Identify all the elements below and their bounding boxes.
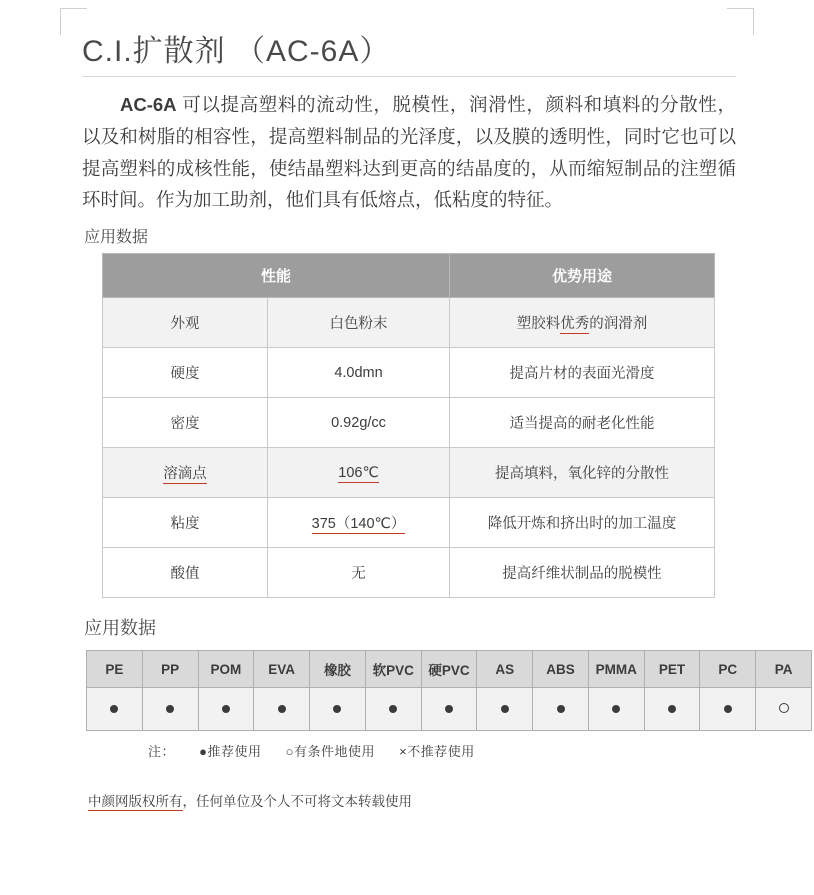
row-use: 提高片材的表面光滑度	[450, 348, 715, 398]
row-use: 降低开炼和挤出时的加工温度	[450, 498, 715, 548]
table-row	[103, 548, 715, 598]
row-name: 外观	[103, 298, 268, 348]
app-col-pmma: PMMA	[588, 651, 644, 688]
row-use-underlined: 优秀	[560, 316, 590, 333]
table-row	[103, 298, 715, 348]
row-name	[103, 448, 268, 498]
app-mark-pc	[700, 688, 756, 731]
row-value	[268, 498, 450, 548]
app-col-as: AS	[477, 651, 533, 688]
page-title: C.I.扩散剂 （AC-6A）	[82, 35, 391, 68]
section-label-properties: 应用数据	[84, 229, 149, 247]
title-divider	[82, 76, 736, 77]
recommended-dot-icon	[557, 705, 565, 713]
legend-item-not-recommended: ×不推荐使用	[399, 744, 475, 760]
row-value: 无	[268, 548, 450, 598]
footer-text: ，任何单位及个人不可将文本转载使用	[182, 794, 412, 810]
row-name: 粘度	[103, 498, 268, 548]
row-use	[450, 298, 715, 348]
recommended-dot-icon	[278, 705, 286, 713]
app-col-eva: EVA	[254, 651, 310, 688]
app-mark-row	[87, 688, 812, 731]
row-value: 4.0dmn	[268, 348, 450, 398]
row-value: 0.92g/cc	[268, 398, 450, 448]
legend-prefix: 注：	[148, 744, 176, 760]
app-col-pp: PP	[142, 651, 198, 688]
row-use: 提高填料，氧化锌的分散性	[450, 448, 715, 498]
product-code: AC-6A	[120, 94, 177, 115]
app-col-pe: PE	[87, 651, 143, 688]
recommended-dot-icon	[222, 705, 230, 713]
app-mark-pe	[87, 688, 143, 731]
conditional-circle-icon	[779, 703, 789, 713]
row-name: 酸值	[103, 548, 268, 598]
app-mark-eva	[254, 688, 310, 731]
footer-site-name: 中颜网版权所有	[88, 794, 183, 810]
app-col-hard-pvc: 硬PVC	[421, 651, 477, 688]
app-mark-pet	[644, 688, 700, 731]
table-header-performance: 性能	[103, 254, 450, 298]
table-header-row	[103, 254, 715, 298]
app-col-soft-pvc: 软PVC	[365, 651, 421, 688]
recommended-dot-icon	[110, 705, 118, 713]
app-col-pet: PET	[644, 651, 700, 688]
app-col-abs: ABS	[533, 651, 589, 688]
table-row	[103, 398, 715, 448]
intro-paragraph	[82, 89, 736, 216]
app-col-pom: POM	[198, 651, 254, 688]
row-value	[268, 448, 450, 498]
legend-item-recommended: ●推荐使用	[199, 744, 262, 760]
app-mark-pmma	[588, 688, 644, 731]
recommended-dot-icon	[612, 705, 620, 713]
recommended-dot-icon	[166, 705, 174, 713]
row-use-pre: 塑胶料	[516, 316, 561, 333]
recommended-dot-icon	[668, 705, 676, 713]
legend	[148, 741, 736, 760]
recommended-dot-icon	[445, 705, 453, 713]
app-col-pa: PA	[756, 651, 812, 688]
row-value-text: 106℃	[338, 464, 379, 481]
row-name: 硬度	[103, 348, 268, 398]
legend-item-conditional: ○有条件地使用	[285, 744, 375, 760]
intro-body: 可以提高塑料的流动性，脱模性，润滑性，颜料和填料的分散性，以及和树脂的相容性，提高塑料制品的光泽度，以及膜的透明性，同时它也可以提高塑料的成核性能，使结晶塑料达到更高的结晶度的，从而缩短制品的注塑循环时间。作为加工助剂，他们具有低熔点，低粘度的特征。	[82, 94, 736, 211]
app-mark-soft-pvc	[365, 688, 421, 731]
recommended-dot-icon	[333, 705, 341, 713]
row-use: 适当提高的耐老化性能	[450, 398, 715, 448]
recommended-dot-icon	[724, 705, 732, 713]
row-value-text: 375（140℃）	[311, 516, 406, 533]
app-header-row	[87, 651, 812, 688]
table-header-advantage: 优势用途	[450, 254, 715, 298]
properties-table	[102, 253, 715, 598]
row-name-text: 溶滴点	[163, 466, 207, 483]
app-col-rubber: 橡胶	[310, 651, 366, 688]
row-use: 提高纤维状制品的脱模性	[450, 548, 715, 598]
table-row	[103, 448, 715, 498]
recommended-dot-icon	[501, 705, 509, 713]
table-row	[103, 498, 715, 548]
app-mark-pa	[756, 688, 812, 731]
app-mark-as	[477, 688, 533, 731]
app-mark-pp	[142, 688, 198, 731]
recommended-dot-icon	[389, 705, 397, 713]
app-mark-abs	[533, 688, 589, 731]
row-value: 白色粉末	[268, 298, 450, 348]
app-mark-hard-pvc	[421, 688, 477, 731]
applications-table	[86, 650, 812, 731]
app-col-pc: PC	[700, 651, 756, 688]
app-mark-rubber	[310, 688, 366, 731]
table-row	[103, 348, 715, 398]
copyright-footer	[88, 790, 736, 810]
section-label-applications: 应用数据	[84, 618, 156, 639]
app-mark-pom	[198, 688, 254, 731]
row-name: 密度	[103, 398, 268, 448]
row-use-post: 的润滑剂	[589, 316, 648, 333]
